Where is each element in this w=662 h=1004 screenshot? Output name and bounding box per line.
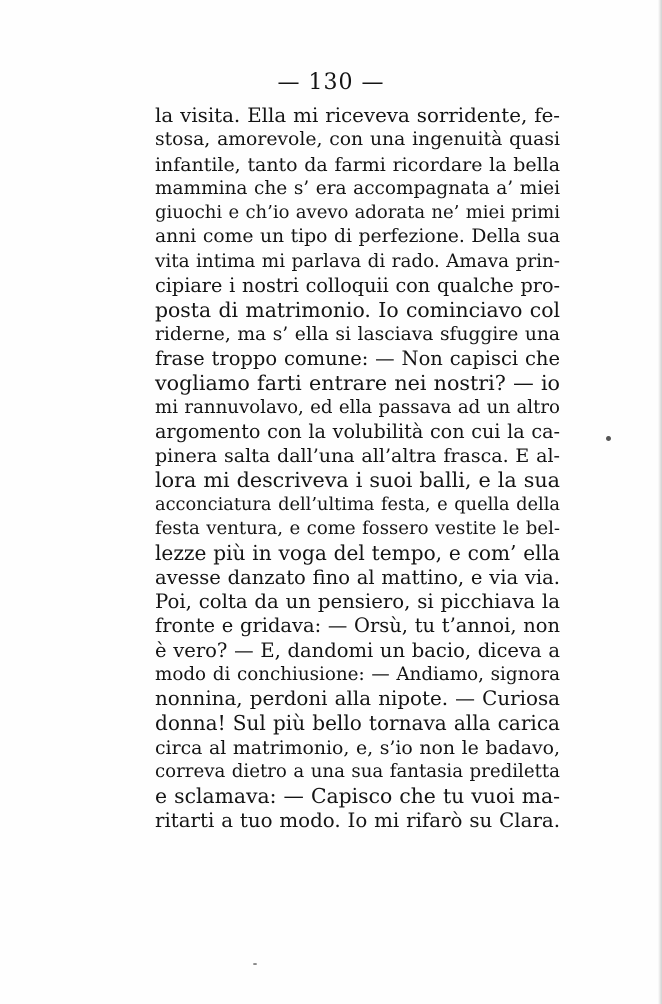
text-line: infantile, tanto da farmi ricordare la bella <box>155 153 560 176</box>
text-line: ritarti a tuo modo. Io mi rifarò su Clara. <box>155 808 560 832</box>
text-line: cipiare i nostri colloquii con qualche pro- <box>155 274 560 298</box>
text-line: frase troppo comune: — Non capisci che <box>155 346 560 370</box>
text-line: anni come un tipo di perfezione. Della sua <box>155 226 560 248</box>
ink-speck <box>606 436 611 441</box>
text-line: argomento con la volubilità con cui la ca- <box>155 419 560 443</box>
text-line: vita intima mi parlava di rado. Amava prin- <box>155 250 560 272</box>
text-line: la visita. Ella mi riceveva sorridente, fe- <box>155 104 560 127</box>
text-line: mi rannuvolavo, ed ella passava ad un altro <box>155 396 560 418</box>
text-line: fronte e gridava: — Orsù, tu t’annoi, non <box>155 614 560 638</box>
text-line: circa al matrimonio, e, s’io non le badavo, <box>155 736 560 759</box>
text-line: lezze più in voga del tempo, e com’ ella <box>155 541 560 566</box>
page-edge-shadow <box>658 0 662 1004</box>
text-line: nonnina, perdoni alla nipote. — Curiosa <box>155 687 560 711</box>
text-line: mammina che s’ era accompagnata a’ miei <box>155 177 560 199</box>
text-line: modo di conchiusione: — Andiamo, signora <box>155 663 560 685</box>
text-line: pinera salta dall’una all’altra frasca. E al- <box>155 445 560 468</box>
text-line: correva dietro a una sua fantasia prediletta <box>155 761 560 783</box>
text-line: Poi, colta da un pensiero, si picchiava la <box>155 589 560 613</box>
page-number: — 130 — <box>277 70 385 95</box>
text-line: stosa, amorevole, con una ingenuità quasi <box>155 129 560 151</box>
text-line: festa ventura, e come fossero vestite le bel- <box>155 518 560 540</box>
text-line: vogliamo farti entrare nei nostri? — io <box>155 371 560 396</box>
text-line: donna! Sul più bello tornava alla carica <box>155 711 560 736</box>
text-line: lora mi descriveva i suoi balli, e la sua <box>155 468 560 493</box>
text-line: riderne, ma s’ ella si lasciava sfuggire una <box>155 323 560 345</box>
body-text <box>155 104 560 833</box>
ink-speck <box>253 963 257 965</box>
text-line: posta di matrimonio. Io cominciavo col <box>155 298 560 323</box>
text-line: acconciatura dell’ultima festa, e quella della <box>155 493 560 515</box>
text-line: giuochi e ch’io avevo adorata ne’ miei primi <box>155 202 560 224</box>
text-line: e sclamava: — Capisco che tu vuoi ma- <box>155 784 560 809</box>
text-line: avesse danzato fino al mattino, e via via. <box>155 565 560 589</box>
text-line: è vero? — E, dandomi un bacio, diceva a <box>155 638 560 662</box>
